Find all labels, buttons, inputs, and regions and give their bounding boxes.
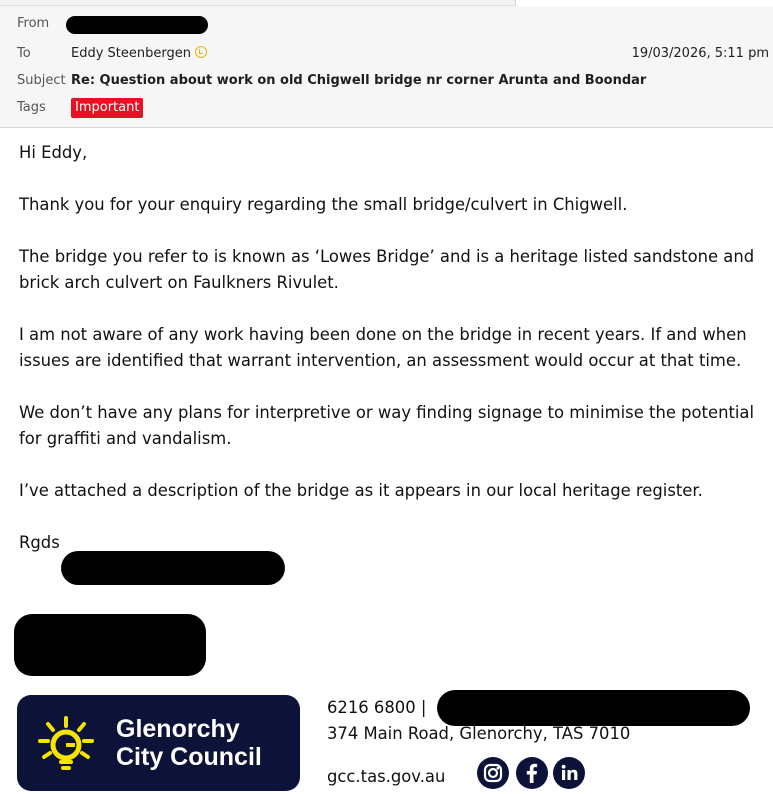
lightbulb-logo-icon (37, 715, 95, 773)
from-label: From (17, 16, 50, 31)
council-name-line1: Glenorchy (116, 715, 240, 743)
tag-container (71, 98, 143, 118)
from-redaction (66, 16, 208, 34)
sender-title-redaction (14, 614, 206, 676)
subject-label: Subject (17, 73, 66, 88)
presence-status-icon (195, 46, 207, 58)
sent-date: 19/03/2026, 5:11 pm (631, 46, 769, 61)
tags-label: Tags (17, 100, 46, 115)
linkedin-icon[interactable] (553, 757, 585, 789)
phone-line (327, 698, 426, 717)
recipient-name: Eddy Steenbergen (71, 46, 191, 61)
message-header (0, 6, 773, 128)
paragraph-enquiry: Thank you for your enquiry regarding the small bridge/culvert in Chigwell. (19, 195, 628, 214)
recipient[interactable] (71, 42, 207, 66)
message-body (19, 140, 759, 582)
website-link[interactable]: gcc.tas.gov.au (327, 767, 446, 786)
council-name-line2: City Council (116, 743, 262, 771)
tags-row (0, 96, 773, 120)
paragraph-attachment: I’ve attached a description of the bridge as it appears in our local heritage register. (19, 481, 703, 500)
sender-name-redaction (61, 551, 285, 585)
phone-number[interactable]: 6216 6800 | (327, 698, 427, 717)
paragraph-signage: We don’t have any plans for interpretive or way finding signage to minimise the potential for graffiti and vandalism. (19, 403, 755, 448)
to-label: To (17, 46, 31, 61)
council-name (116, 715, 262, 771)
subject-row (0, 69, 773, 93)
greeting: Hi Eddy, (19, 143, 88, 162)
important-tag[interactable]: Important (71, 98, 143, 118)
address-line: 374 Main Road, Glenorchy, TAS 7010 (327, 724, 631, 743)
paragraph-work: I am not aware of any work having been done on the bridge in recent years. If and when issues are identified that warrant intervention, an assessment would occur at that time. (19, 325, 747, 370)
from-row (0, 12, 773, 36)
facebook-icon[interactable] (516, 757, 548, 789)
instagram-icon[interactable] (477, 757, 509, 789)
paragraph-bridge: The bridge you refer to is known as ‘Lowes Bridge’ and is a heritage listed sandstone and brick arch culvert on Faulkners Rivulet. (19, 247, 755, 292)
council-logo-banner (17, 695, 300, 791)
to-row (0, 42, 773, 66)
subject-text: Re: Question about work on old Chigwell bridge nr corner Arunta and Boondar (71, 73, 647, 88)
email-redaction (437, 690, 750, 726)
signoff: Rgds (19, 533, 60, 552)
